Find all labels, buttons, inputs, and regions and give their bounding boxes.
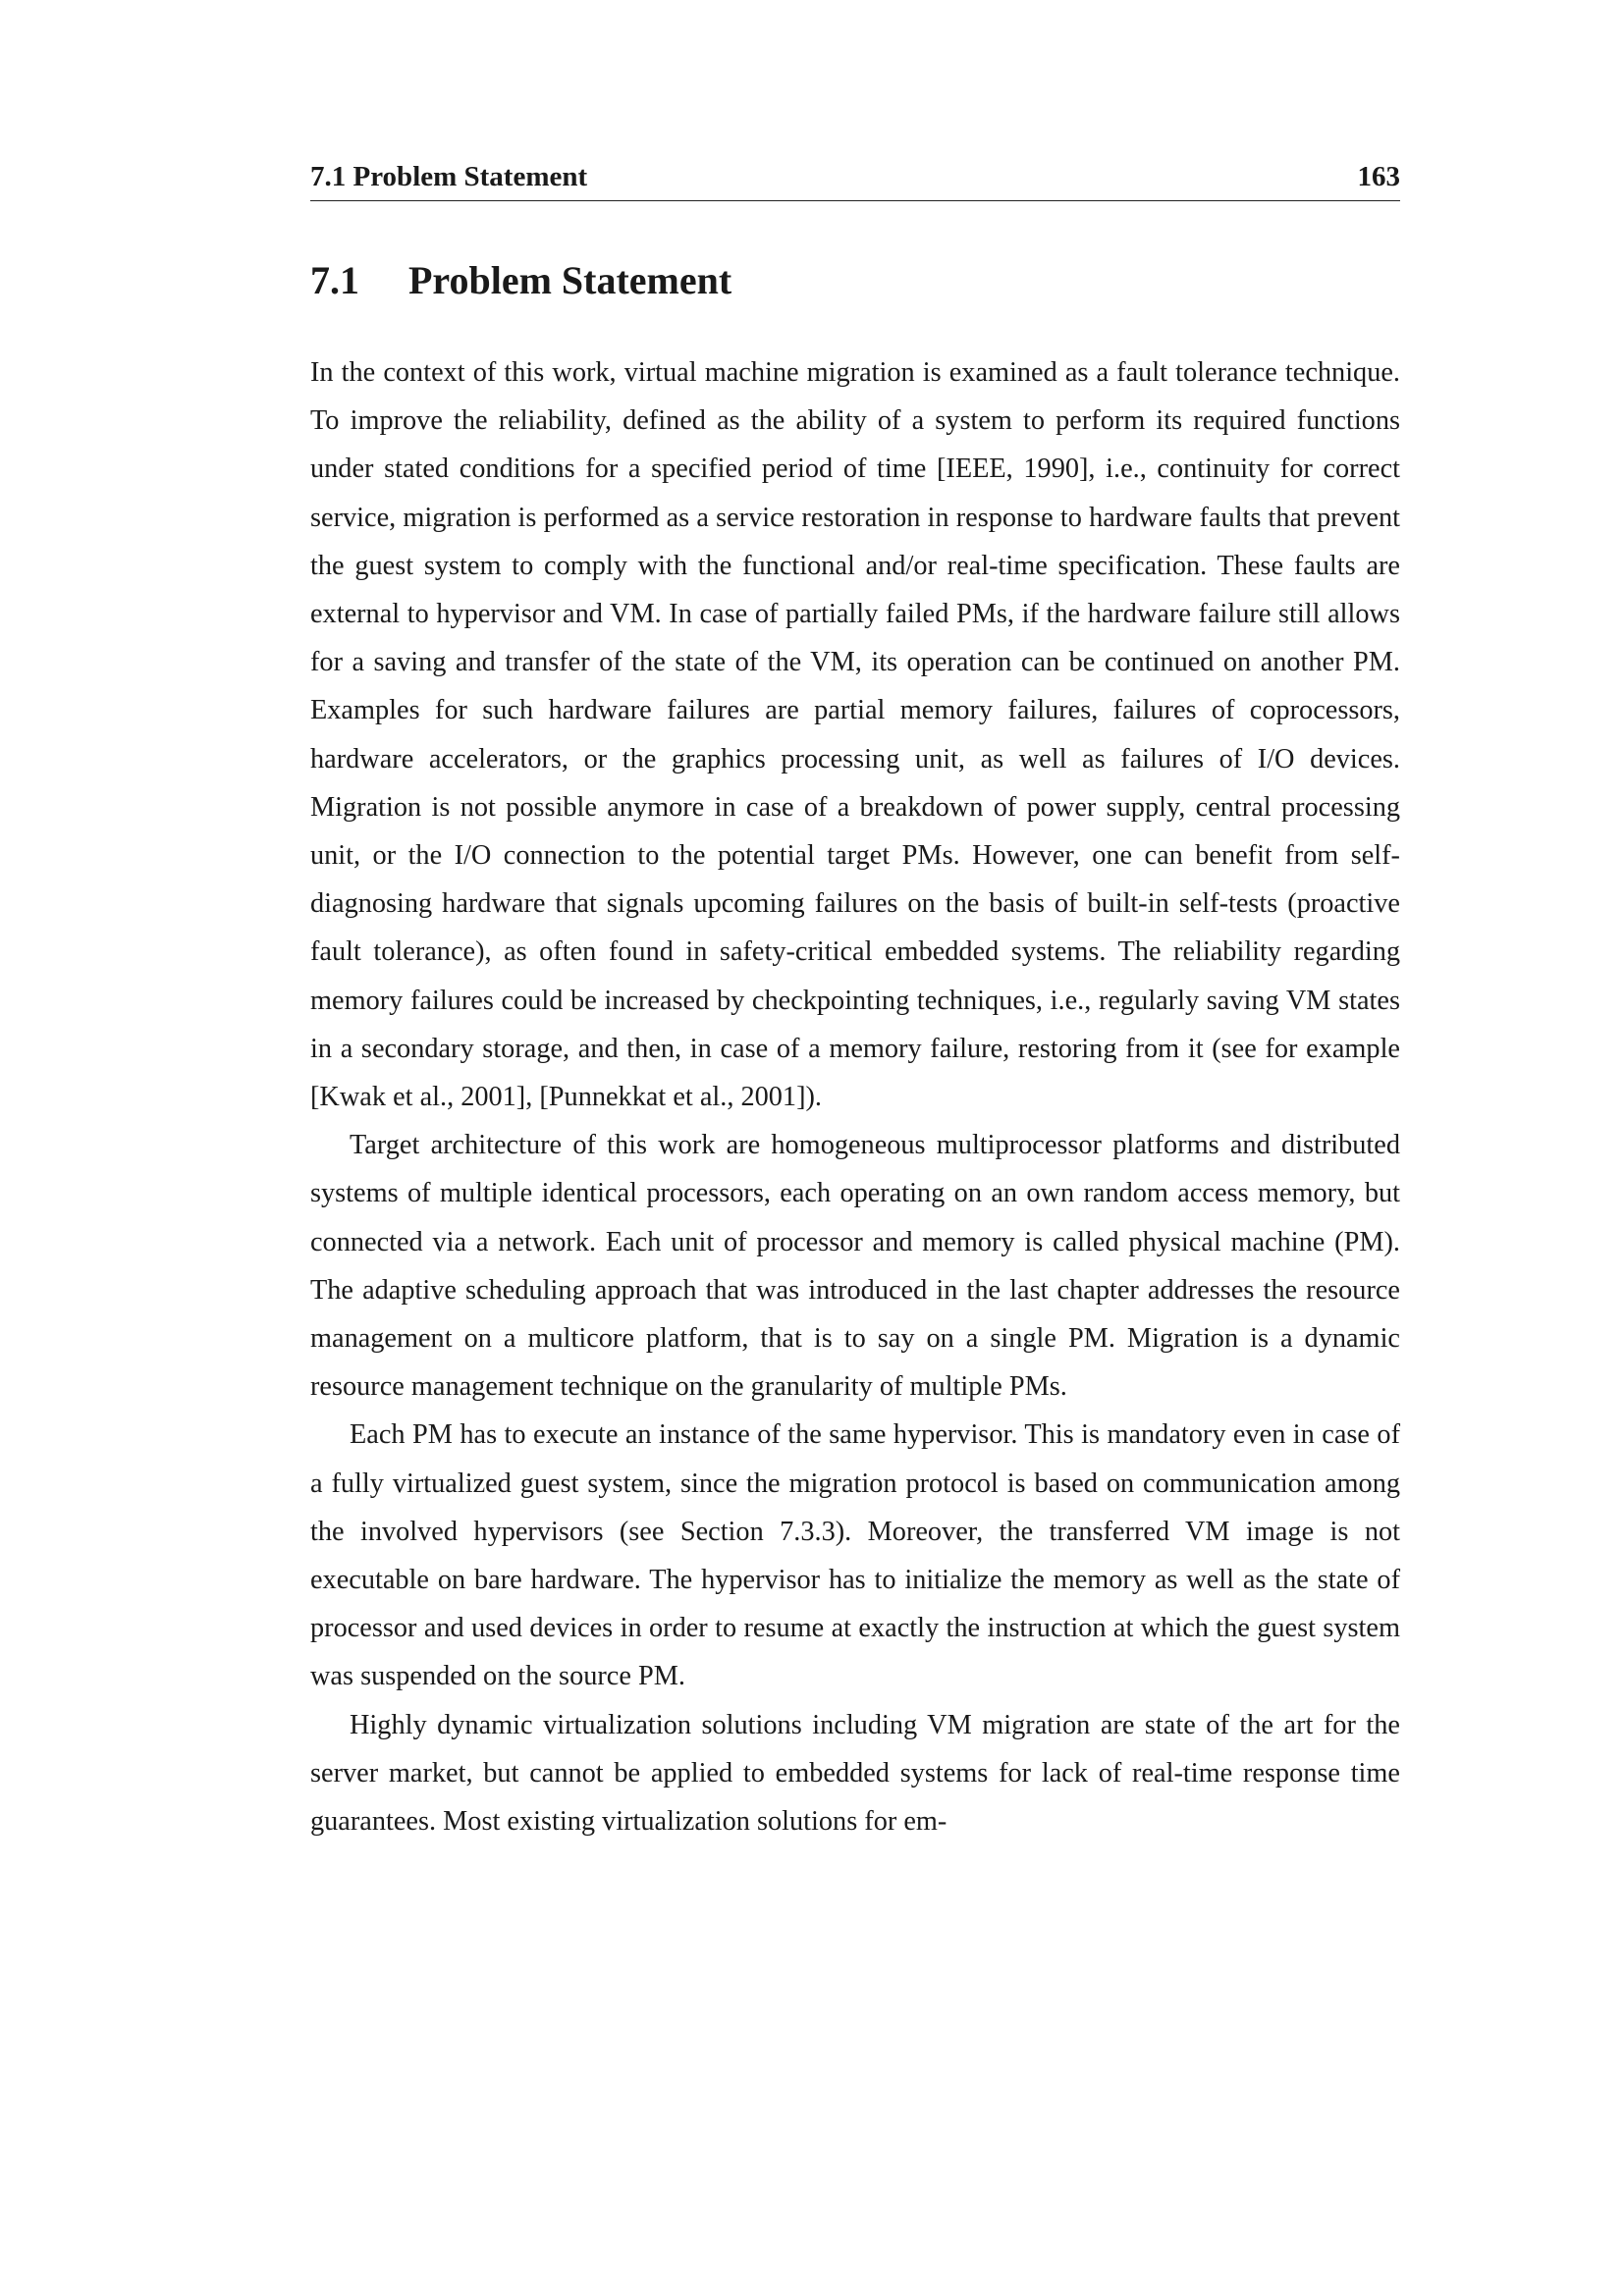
paragraph-3: Each PM has to execute an instance of the same hypervisor. This is mandatory even in case of a fully virtualized guest system, since the migration protocol is based on communication among the involved hypervisors (see Section 7.3.3). Moreover, the transferred VM image is not executable on bare hardware. The hypervisor has to initialize the memory as well as the state of processor and used devices in order to resume at exactly the instruction at which the guest system was suspended on the source PM. [310, 1419, 1400, 1692]
section-number: 7.1 [310, 258, 359, 302]
page-number: 163 [1357, 161, 1400, 192]
paragraph-4: Highly dynamic virtualization solutions including VM migration are state of the art for the server market, but cannot be applied to embedded systems for lack of real-time response time guarantees. Most existing virtualization solutions for em- [310, 1709, 1400, 1838]
paragraph-1: In the context of this work, virtual machine migration is examined as a fault tolerance technique. To improve the reliability, defined as the ability of a system to perform its required functions under stated conditions for a specified period of time [IEEE, 1990], i.e., continuity for correct service, migration is performed as a service restoration in response to hardware faults that prevent the guest system to comply with the functional and/or real-time specification. These faults are external to hypervisor and VM. In case of partially failed PMs, if the hardware failure still allows for a saving and transfer of the state of the VM, its operation can be continued on another PM. Examples for such hardware failures are partial memory failures, failures of coprocessors, hardware accelerators, or the graphics processing unit, as well as failures of I/O devices. Migration is not possible anymore in case of a breakdown of power supply, central processing unit, or the I/O connection to the potential target PMs. However, one can benefit from self-diagnosing hardware that signals upcoming failures on the basis of built-in self-tests (proactive fault tolerance), as often found in safety-critical embedded systems. The reliability regarding memory failures could be increased by checkpointing techniques, i.e., regularly saving VM states in a secondary storage, and then, in case of a memory failure, restoring from it (see for example [Kwak et al., 2001], [Punnekkat et al., 2001]). [310, 357, 1400, 1113]
section-heading [310, 257, 731, 303]
section-title: Problem Statement [408, 258, 732, 302]
paragraph-2: Target architecture of this work are homogeneous multiprocessor platforms and distributed systems of multiple identical processors, each operating on an own random access memory, but connected via a network. Each unit of processor and memory is called physical machine (PM). The adaptive scheduling approach that was introduced in the last chapter addresses the resource management on a multicore platform, that is to say on a single PM. Migration is a dynamic resource management technique on the granularity of multiple PMs. [310, 1130, 1400, 1403]
running-title: 7.1 Problem Statement [310, 161, 588, 192]
body-text [310, 348, 1400, 1845]
running-header [310, 157, 1400, 201]
